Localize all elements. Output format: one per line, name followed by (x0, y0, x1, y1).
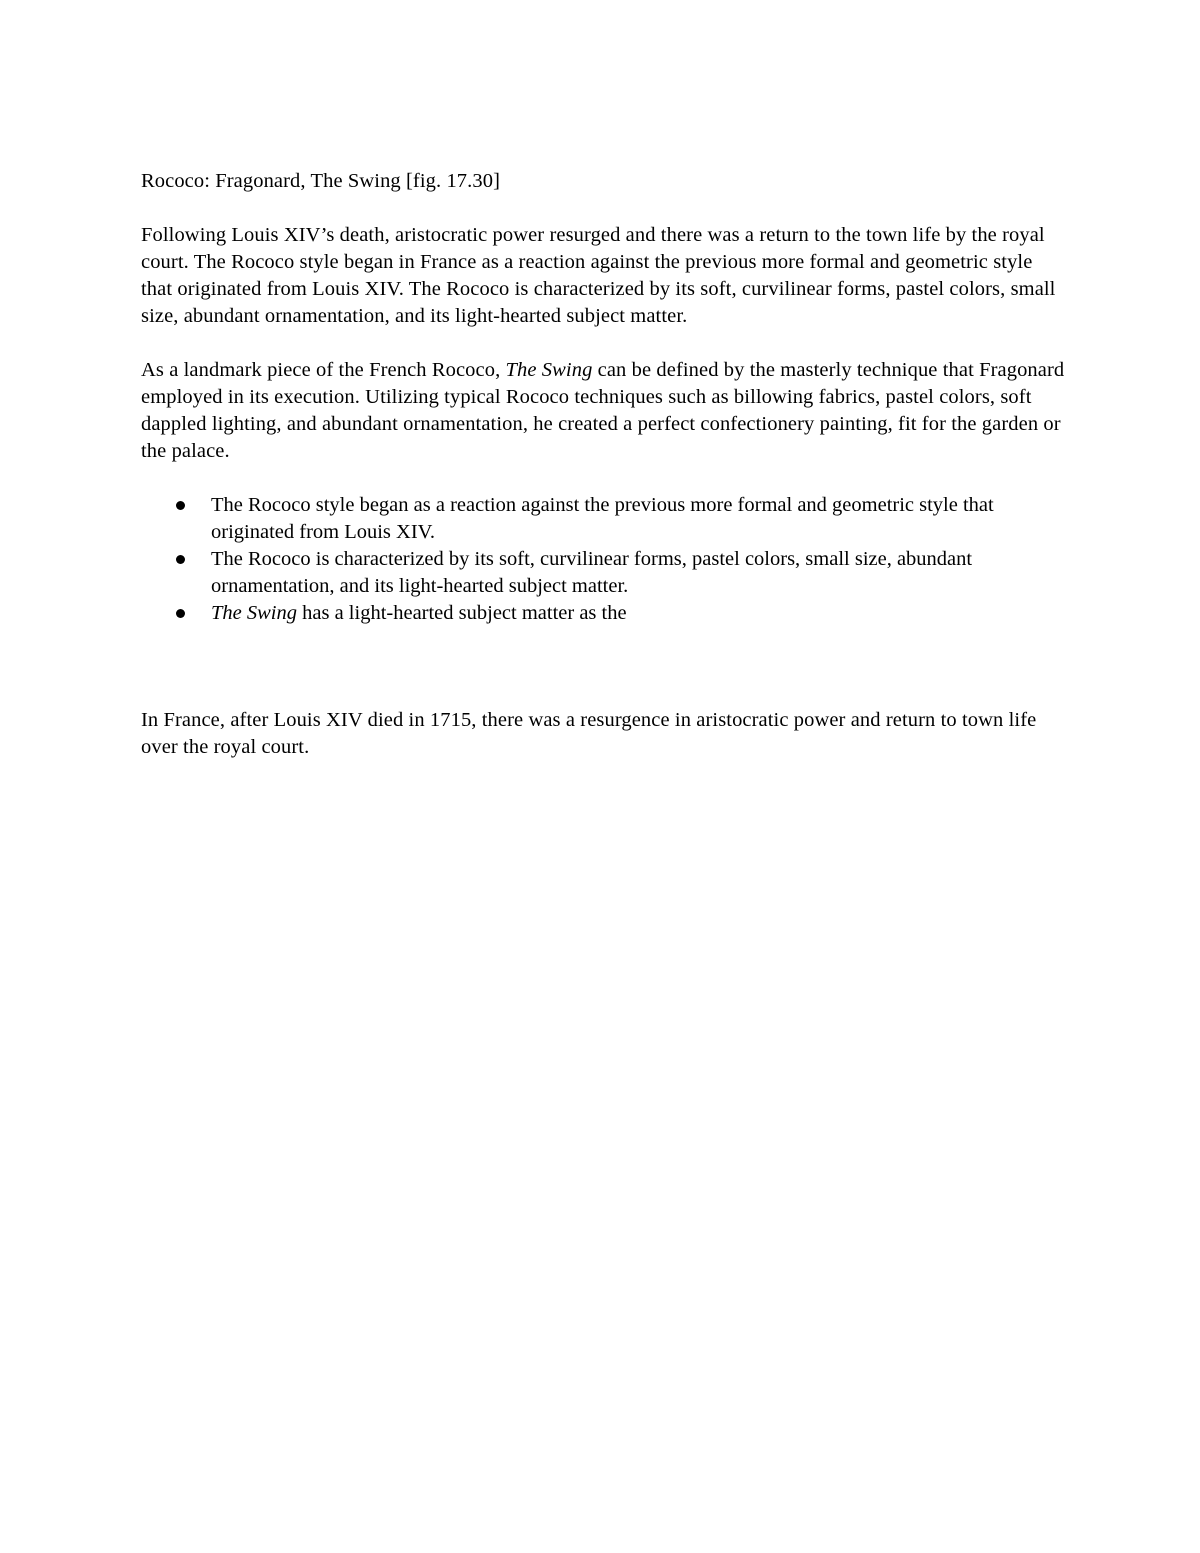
paragraph-france: In France, after Louis XIV died in 1715, there was a resurgence in aristocratic power and return to town life over the royal court. (141, 709, 1037, 758)
paragraph-text-after: can be defined by the masterly technique that Fragonard employed in its execution. Utilizing typical Rococo techniques such as billowing fabrics, pastel colors, soft dappled lighting, and abundant ornamentation, he created a perfect confectionery painting, fit for the garden or the palace. (141, 359, 1065, 462)
blank-lines (141, 627, 1066, 707)
artwork-title: The Swing (505, 359, 593, 381)
document-heading: Rococo: Fragonard, The Swing [fig. 17.30] (141, 170, 500, 192)
paragraph-the-swing (141, 357, 1066, 465)
list-item-text: The Rococo is characterized by its soft, curvilinear forms, pastel colors, small size, abundant ornamentation, and its light-hearted subject matter. (211, 548, 973, 597)
bullet-icon (176, 501, 185, 510)
list-item (141, 492, 1066, 546)
bullet-icon (176, 555, 185, 564)
list-item (141, 546, 1066, 600)
list-item-text: The Rococo style began as a reaction against the previous more formal and geometric style that originated from Louis XIV. (211, 494, 994, 543)
document-body (141, 168, 1066, 788)
list-item (141, 600, 1066, 627)
bullet-icon (176, 609, 185, 618)
paragraph-intro: Following Louis XIV’s death, aristocratic power resurged and there was a return to the town life by the royal court. The Rococo style began in France as a reaction against the previous more formal and geometric style that originated from Louis XIV. The Rococo is characterized by its soft, curvilinear forms, pastel colors, small size, abundant ornamentation, and its light-hearted subject matter. (141, 224, 1056, 327)
list-item-italic: The Swing (211, 602, 297, 624)
list-item-text: has a light-hearted subject matter as the (297, 602, 627, 624)
bullet-list (141, 492, 1066, 627)
paragraph-text-before: As a landmark piece of the French Rococo, (141, 359, 506, 381)
